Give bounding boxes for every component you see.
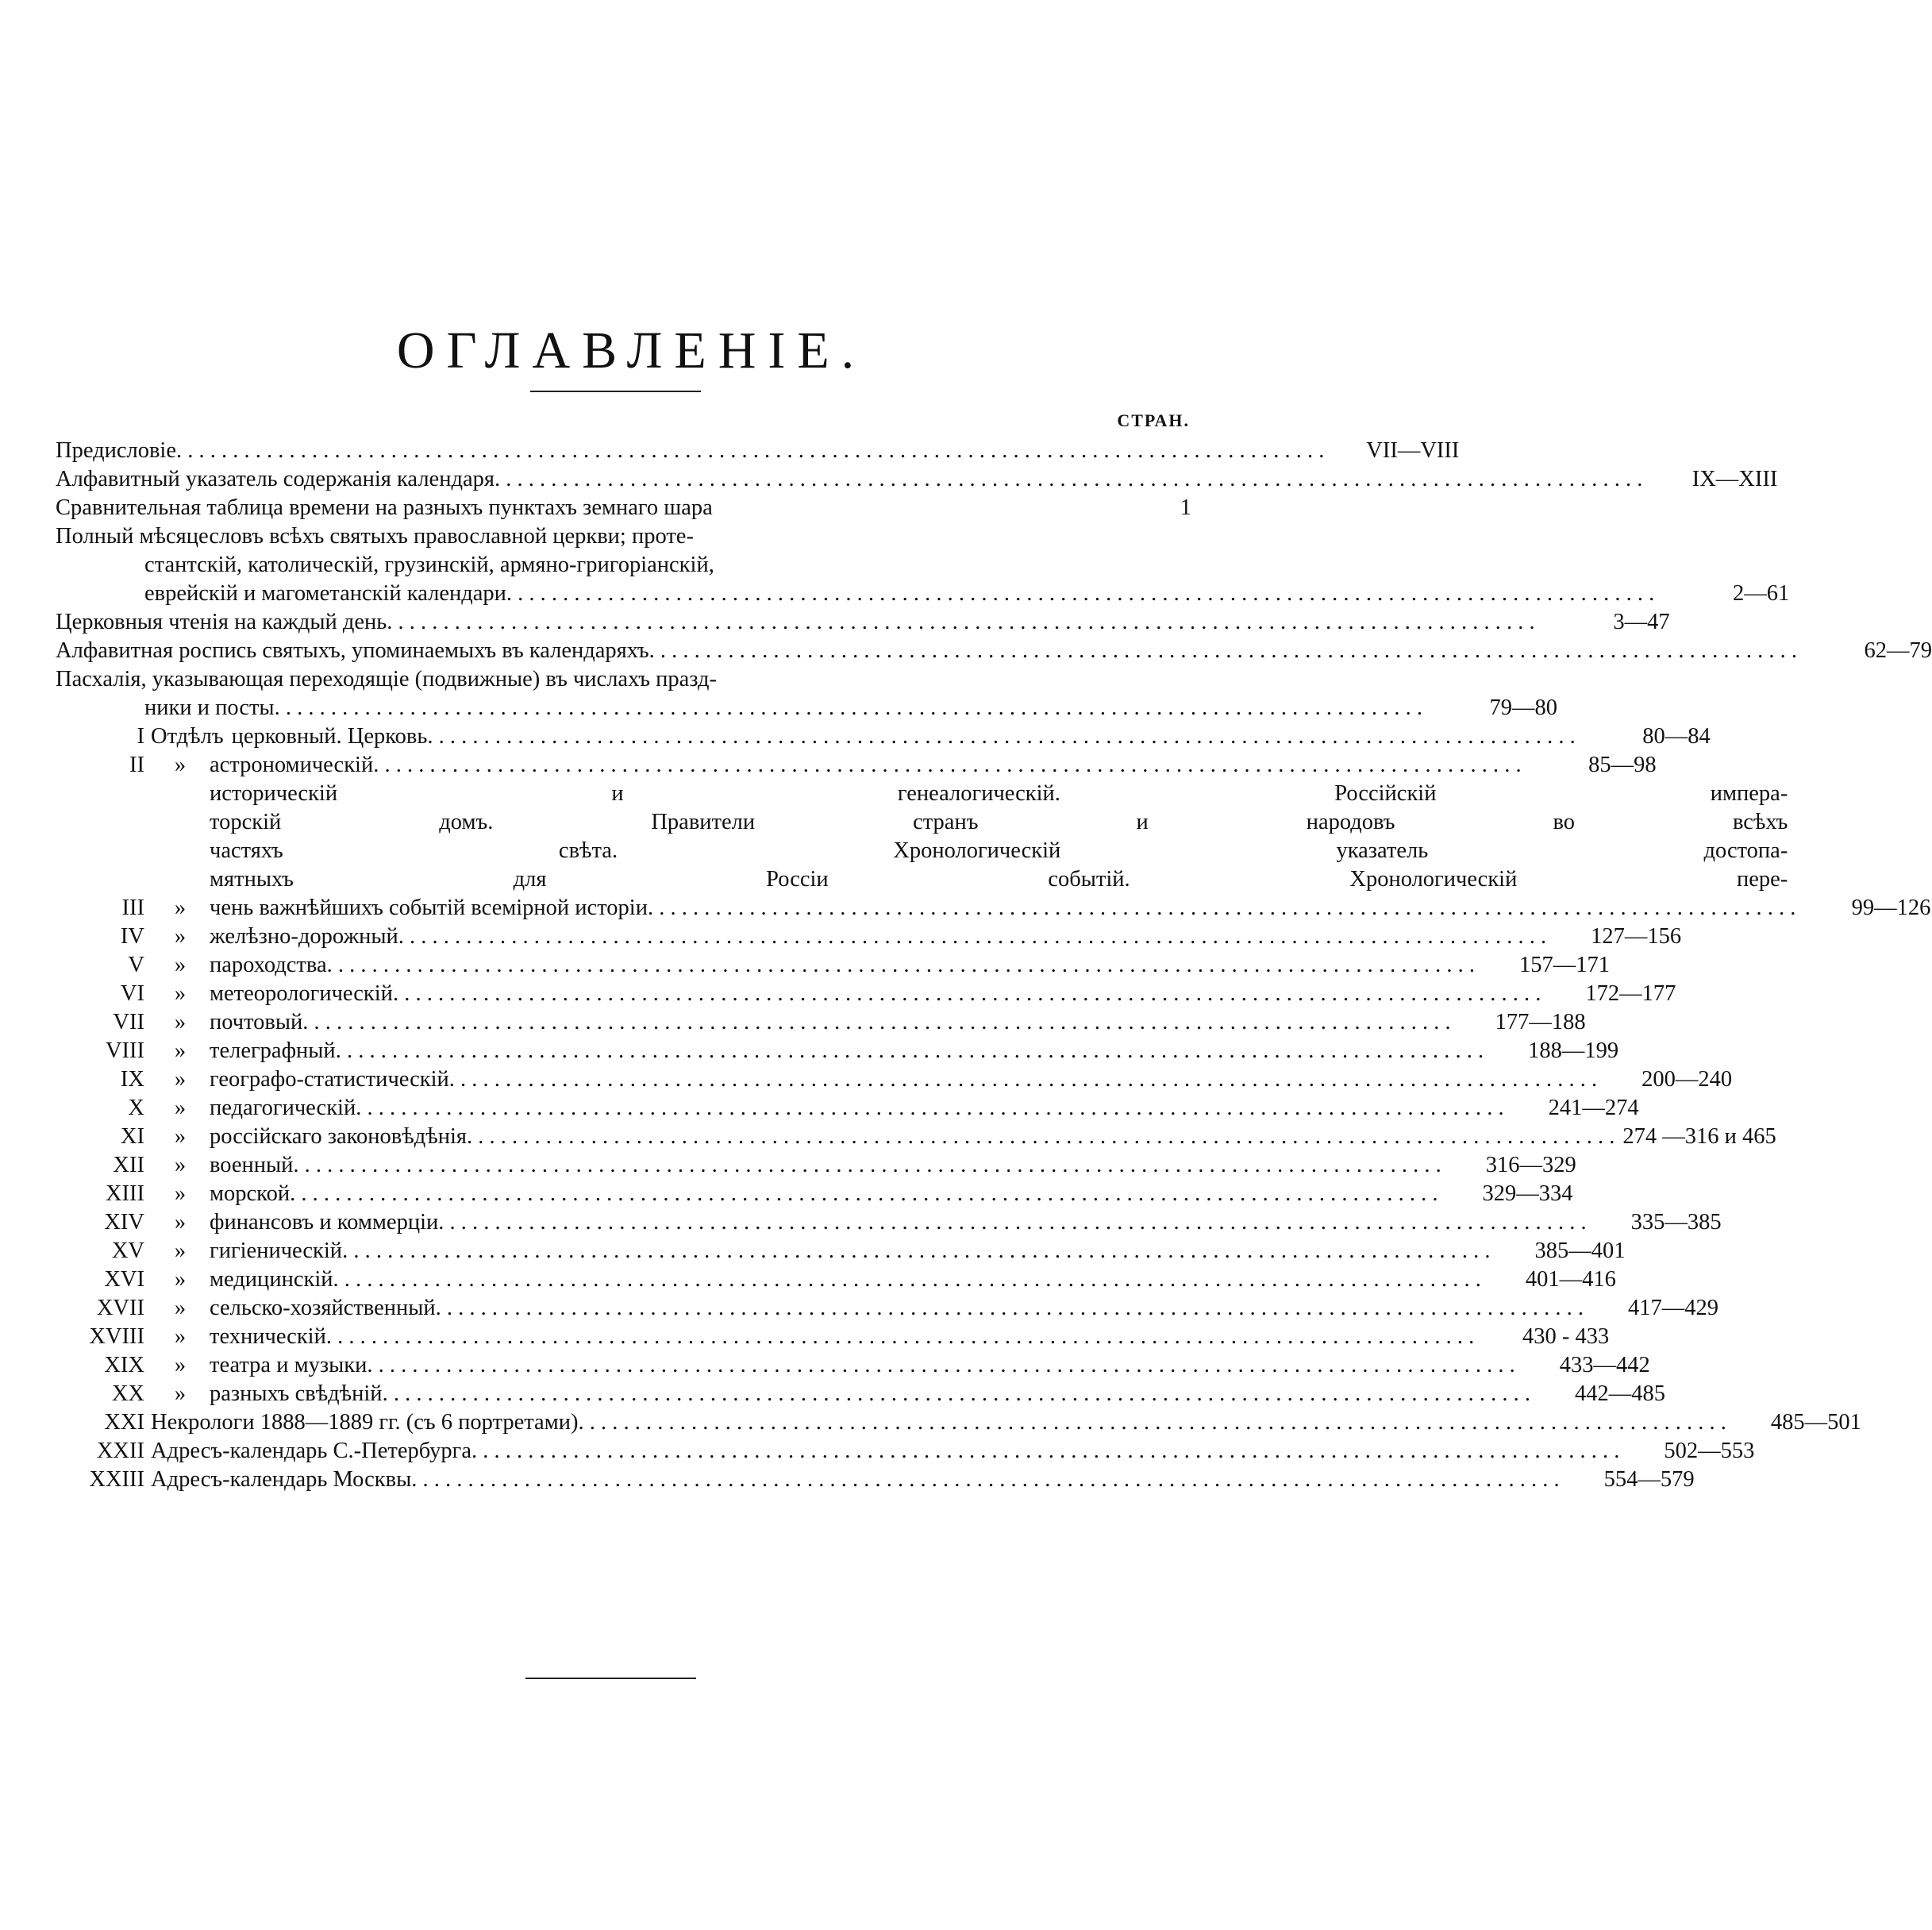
entry-pages: 188—199 (1528, 1038, 1619, 1063)
entry-pages: 157—171 (1519, 953, 1610, 977)
toc-entry (56, 665, 1557, 722)
entry-title: Сравнительная таблица времени на разныхъ пунктахъ земнаго шара (56, 495, 713, 520)
toc-section-entry (56, 1123, 1776, 1151)
entry-title: сельско-хозяйственный (210, 1296, 436, 1320)
entry-title: морской (210, 1181, 291, 1206)
entry-title-line: мятныхъ для Россіи событій. Хронологическій пере- (210, 867, 1788, 892)
section-label: » (174, 953, 187, 977)
entry-pages: IX—XIII (1691, 467, 1778, 491)
section-number: III (121, 896, 144, 920)
toc-section-entry (56, 923, 1682, 951)
section-label: » (174, 1010, 187, 1034)
section-label: » (174, 1267, 187, 1292)
entry-pages: 430 - 433 (1522, 1324, 1610, 1349)
toc-entry (56, 437, 1460, 465)
entry-pages: 274 —316 и 465 (1622, 1124, 1776, 1149)
section-number: VI (120, 981, 144, 1006)
page-title: ОГЛАВЛЕНІЕ. (396, 322, 867, 380)
toc-section-entry (56, 1437, 1755, 1466)
section-label: » (174, 1124, 187, 1149)
entry-title: желѣзно-дорожный (210, 924, 398, 949)
entry-title: техническій (210, 1324, 326, 1349)
toc-section-entry (56, 1094, 1639, 1123)
table-of-contents (56, 437, 1932, 1494)
entry-pages: 62—79 (1864, 638, 1932, 663)
toc-section-entry (56, 980, 1676, 1008)
section-number: XIX (104, 1353, 144, 1377)
section-number: IX (120, 1067, 144, 1092)
entry-pages: 3—47 (1613, 610, 1670, 634)
entry-title-line: ники и посты (144, 695, 275, 720)
entry-title: телеграфный (210, 1038, 336, 1063)
toc-entry (56, 494, 1191, 522)
entry-title: астрономическій (210, 753, 374, 777)
entry-title: Адресъ-календарь Москвы (151, 1467, 412, 1492)
entry-pages: 2—61 (1733, 581, 1790, 606)
entry-title-line: историческій и генеалогическій. Россійскій импера- (210, 781, 1788, 806)
section-label: » (174, 896, 187, 920)
entry-pages: 99—126 (1851, 896, 1931, 920)
entry-pages: 335—385 (1630, 1210, 1722, 1235)
entry-pages: 1 (1180, 495, 1191, 520)
entry-title-line: еврейскій и магометанскій календари (144, 581, 506, 606)
entry-title: разныхъ свѣдѣній (210, 1381, 383, 1406)
section-number: XIII (105, 1181, 144, 1206)
section-number: IV (120, 924, 144, 949)
entry-pages: 85—98 (1588, 753, 1657, 777)
entry-pages: 80—84 (1642, 724, 1711, 749)
section-number: V (128, 953, 144, 977)
section-number: XII (113, 1153, 144, 1177)
toc-section-entry (56, 1237, 1626, 1265)
toc-section-entry (56, 1180, 1573, 1208)
toc-section-entry (56, 1265, 1616, 1294)
toc-section-entry (56, 1037, 1619, 1065)
toc-section-entry (56, 751, 1657, 780)
section-number: XXIII (89, 1467, 144, 1492)
entry-title: театра и музыки (210, 1353, 368, 1377)
section-number: XVI (104, 1267, 144, 1292)
entry-title-line: чень важнѣйшихъ событій всемірной исторіи (210, 896, 648, 920)
section-label: » (174, 753, 187, 777)
section-number: II (129, 753, 144, 777)
entry-title: пароходства (210, 953, 327, 977)
section-number: XXI (104, 1410, 144, 1435)
title-divider (530, 391, 701, 392)
entry-title: финансовъ и коммерціи (210, 1210, 439, 1235)
entry-pages: 127—156 (1591, 924, 1682, 949)
entry-title: медицинскій (210, 1267, 333, 1292)
toc-entry (56, 608, 1670, 637)
entry-pages: VII—VIII (1366, 438, 1460, 463)
entry-pages: 177—188 (1495, 1010, 1586, 1034)
entry-pages: 417—429 (1628, 1296, 1719, 1320)
entry-pages: 502—553 (1664, 1439, 1755, 1463)
section-label: » (174, 1067, 187, 1092)
entry-pages: 316—329 (1485, 1153, 1576, 1177)
entry-title: педагогическій (210, 1096, 356, 1120)
toc-section-entry (56, 1466, 1695, 1494)
entry-title: Адресъ-календарь С.-Петербурга (151, 1439, 471, 1463)
section-number: X (128, 1096, 144, 1120)
section-number: XVIII (89, 1324, 144, 1349)
toc-section-entry (56, 1323, 1610, 1351)
section-label: » (174, 1096, 187, 1120)
toc-entry (56, 522, 1790, 608)
entry-pages: 79—80 (1489, 695, 1557, 720)
entry-title: географо-статистическій (210, 1067, 449, 1092)
entry-title: церковный. Церковь (231, 724, 428, 749)
section-number: XXII (96, 1439, 144, 1463)
footer-divider (525, 1678, 696, 1679)
toc-section-entry (56, 951, 1610, 980)
entry-title-line: торскій домъ. Правители странъ и народовъ во всѣхъ (210, 810, 1788, 834)
entry-pages: 442—485 (1574, 1381, 1665, 1406)
section-label: » (174, 981, 187, 1006)
toc-section-entry (56, 1380, 1665, 1408)
entry-title: Некрологи 1888—1889 гг. (съ 6 портретами) (151, 1410, 579, 1435)
entry-pages: 172—177 (1585, 981, 1676, 1006)
section-label: » (174, 1353, 187, 1377)
toc-entry (56, 465, 1778, 494)
section-label: Отдѣлъ (151, 724, 224, 749)
toc-section-entry (56, 1294, 1719, 1323)
toc-section-entry (56, 780, 1931, 923)
entry-title-line: Полный мѣсяцесловъ всѣхъ святыхъ православной церкви; проте- (56, 524, 694, 549)
section-label: » (174, 1181, 187, 1206)
section-label: » (174, 1239, 187, 1263)
section-number: I (137, 724, 144, 749)
section-number: VII (113, 1010, 144, 1034)
toc-section-entry (56, 1065, 1733, 1094)
entry-pages: 433—442 (1559, 1353, 1650, 1377)
entry-title: метеорологическій (210, 981, 393, 1006)
section-number: XX (111, 1381, 144, 1406)
entry-pages: 241—274 (1548, 1096, 1639, 1120)
entry-title-line: Пасхалія, указывающая переходящіе (подвижные) въ числахъ празд- (56, 667, 717, 691)
entry-title: Церковныя чтенія на каждый день (56, 610, 387, 634)
entry-title: Алфавитный указатель содержанія календаря (56, 467, 495, 491)
section-number: XV (111, 1239, 144, 1263)
section-label: » (174, 1038, 187, 1063)
toc-section-entry (56, 1151, 1576, 1180)
section-number: XVII (96, 1296, 144, 1320)
entry-title: военный (210, 1153, 294, 1177)
entry-title: россійскаго законовѣдѣнія (210, 1124, 467, 1149)
section-label: » (174, 1153, 187, 1177)
section-number: VIII (105, 1038, 144, 1063)
section-label: » (174, 924, 187, 949)
section-label: » (174, 1381, 187, 1406)
toc-section-entry (56, 722, 1711, 751)
sections-list (56, 722, 1931, 1494)
entry-pages: 401—416 (1525, 1267, 1616, 1292)
entry-pages: 485—501 (1770, 1410, 1861, 1435)
section-number: XIV (104, 1210, 144, 1235)
section-label: » (174, 1324, 187, 1349)
toc-entry (56, 637, 1932, 665)
section-label: » (174, 1296, 187, 1320)
entry-pages: 329—334 (1482, 1181, 1573, 1206)
pages-column-header: СТРАН. (1117, 410, 1190, 430)
entry-title: гигіеническій (210, 1239, 343, 1263)
entry-title-line: частяхъ свѣта. Хронологическій указатель достопа- (210, 838, 1788, 863)
entry-pages: 554—579 (1603, 1467, 1695, 1492)
entry-title: Предисловіе (56, 438, 177, 463)
entry-title: почтовый (210, 1010, 303, 1034)
toc-section-entry (56, 1208, 1722, 1237)
entry-title: Алфавитная роспись святыхъ, упоминаемыхъ въ календаряхъ (56, 638, 649, 663)
section-number: XI (120, 1124, 144, 1149)
entry-pages: 385—401 (1534, 1239, 1626, 1263)
entry-title-line: стантскій, католическій, грузинскій, армяно-григоріанскій, (144, 553, 714, 577)
toc-section-entry (56, 1408, 1861, 1437)
entry-pages: 200—240 (1641, 1067, 1733, 1092)
toc-section-entry (56, 1008, 1586, 1037)
section-label: » (174, 1210, 187, 1235)
toc-section-entry (56, 1351, 1650, 1380)
